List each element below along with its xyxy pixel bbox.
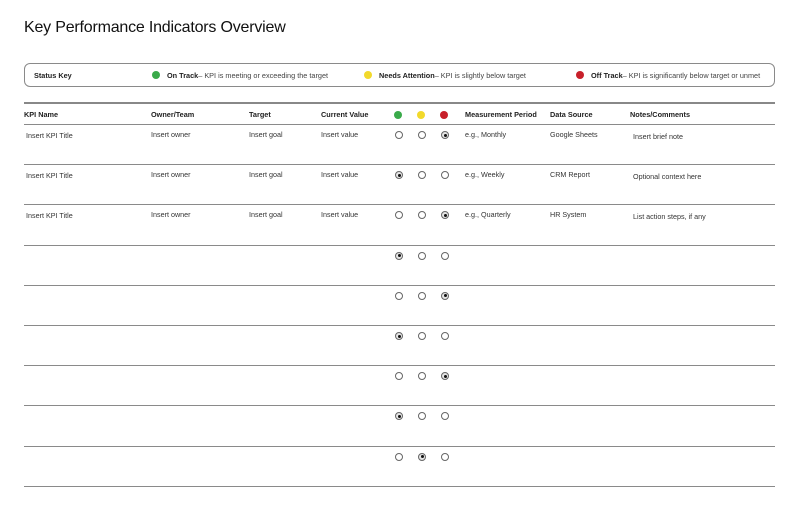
off-track-radio[interactable] bbox=[441, 171, 449, 179]
needs-attention-radio[interactable] bbox=[418, 372, 426, 380]
status-description: – KPI is meeting or exceeding the target bbox=[198, 70, 329, 80]
off-track-radio[interactable] bbox=[441, 292, 449, 300]
target-cell[interactable]: Insert goal bbox=[249, 130, 283, 139]
row-divider bbox=[24, 486, 775, 487]
row-divider bbox=[24, 446, 775, 447]
status-label: Off Track bbox=[591, 70, 623, 80]
off-track-radio[interactable] bbox=[441, 252, 449, 260]
notes-cell[interactable]: Insert brief note bbox=[633, 132, 683, 141]
row-divider bbox=[24, 325, 775, 326]
measurement-period-cell[interactable]: e.g., Monthly bbox=[465, 130, 507, 139]
needs-attention-radio[interactable] bbox=[418, 412, 426, 420]
row-divider bbox=[24, 405, 775, 406]
page-title: Key Performance Indicators Overview bbox=[24, 19, 286, 36]
status-key-title: Status Key bbox=[34, 70, 72, 80]
header-owner-team: Owner/Team bbox=[151, 110, 195, 119]
off-track-radio[interactable] bbox=[441, 211, 449, 219]
status-key-off-track bbox=[576, 64, 760, 86]
status-description: – KPI is slightly below target bbox=[434, 70, 526, 80]
off-track-header-dot-icon bbox=[440, 111, 448, 119]
off-track-radio[interactable] bbox=[441, 372, 449, 380]
on-track-radio[interactable] bbox=[395, 332, 403, 340]
current-value-cell[interactable]: Insert value bbox=[321, 170, 359, 180]
status-key-needs-attention bbox=[364, 64, 526, 86]
off-track-radio[interactable] bbox=[441, 332, 449, 340]
needs-attention-radio[interactable] bbox=[418, 252, 426, 260]
header-divider bbox=[24, 124, 775, 125]
needs-attention-radio[interactable] bbox=[418, 292, 426, 300]
measurement-period-cell[interactable]: e.g., Weekly bbox=[465, 170, 505, 180]
on-track-radio[interactable] bbox=[395, 412, 403, 420]
table-top-border bbox=[24, 102, 775, 104]
data-source-cell[interactable]: HR System bbox=[550, 210, 587, 220]
off-track-radio[interactable] bbox=[441, 453, 449, 461]
status-description: – KPI is significantly below target or unmet bbox=[622, 70, 761, 80]
off-track-radio[interactable] bbox=[441, 412, 449, 420]
kpi-name-cell[interactable]: Insert KPI Title bbox=[26, 211, 73, 221]
status-label: On Track bbox=[167, 70, 199, 80]
status-key-on-track bbox=[152, 64, 328, 86]
notes-cell[interactable]: List action steps, if any bbox=[633, 212, 706, 222]
needs-attention-radio[interactable] bbox=[418, 131, 426, 139]
off-track-radio[interactable] bbox=[441, 131, 449, 139]
on-track-radio[interactable] bbox=[395, 211, 403, 219]
row-divider bbox=[24, 285, 775, 286]
row-divider bbox=[24, 164, 775, 165]
kpi-name-cell[interactable]: Insert KPI Title bbox=[26, 171, 73, 181]
owner-cell[interactable]: Insert owner bbox=[151, 170, 191, 180]
on-track-radio[interactable] bbox=[395, 453, 403, 461]
row-divider bbox=[24, 204, 775, 205]
red-dot-icon bbox=[576, 71, 584, 79]
row-divider bbox=[24, 365, 775, 366]
measurement-period-cell[interactable]: e.g., Quarterly bbox=[465, 210, 511, 220]
status-key bbox=[24, 63, 775, 87]
current-value-cell[interactable]: Insert value bbox=[321, 210, 359, 220]
data-source-cell[interactable]: CRM Report bbox=[550, 170, 590, 180]
on-track-radio[interactable] bbox=[395, 292, 403, 300]
needs-attention-radio[interactable] bbox=[418, 332, 426, 340]
owner-cell[interactable]: Insert owner bbox=[151, 130, 191, 139]
header-kpi-name: KPI Name bbox=[24, 110, 59, 119]
kpi-name-cell[interactable]: Insert KPI Title bbox=[26, 131, 73, 140]
header-notes-comments: Notes/Comments bbox=[630, 110, 691, 119]
needs-attention-radio[interactable] bbox=[418, 171, 426, 179]
owner-cell[interactable]: Insert owner bbox=[151, 210, 191, 220]
needs-attention-radio[interactable] bbox=[418, 453, 426, 461]
on-track-radio[interactable] bbox=[395, 131, 403, 139]
needs-attention-header-dot-icon bbox=[417, 111, 425, 119]
notes-cell[interactable]: Optional context here bbox=[633, 172, 702, 182]
on-track-radio[interactable] bbox=[395, 252, 403, 260]
target-cell[interactable]: Insert goal bbox=[249, 170, 283, 180]
on-track-radio[interactable] bbox=[395, 372, 403, 380]
header-current-value: Current Value bbox=[321, 110, 369, 119]
status-label: Needs Attention bbox=[379, 70, 435, 80]
needs-attention-radio[interactable] bbox=[418, 211, 426, 219]
target-cell[interactable]: Insert goal bbox=[249, 210, 283, 220]
on-track-radio[interactable] bbox=[395, 171, 403, 179]
green-dot-icon bbox=[152, 71, 160, 79]
yellow-dot-icon bbox=[364, 71, 372, 79]
data-source-cell[interactable]: Google Sheets bbox=[550, 130, 598, 139]
header-data-source: Data Source bbox=[550, 110, 593, 119]
row-divider bbox=[24, 245, 775, 246]
current-value-cell[interactable]: Insert value bbox=[321, 130, 359, 139]
header-measurement-period: Measurement Period bbox=[465, 110, 537, 119]
header-target: Target bbox=[249, 110, 271, 119]
on-track-header-dot-icon bbox=[394, 111, 402, 119]
